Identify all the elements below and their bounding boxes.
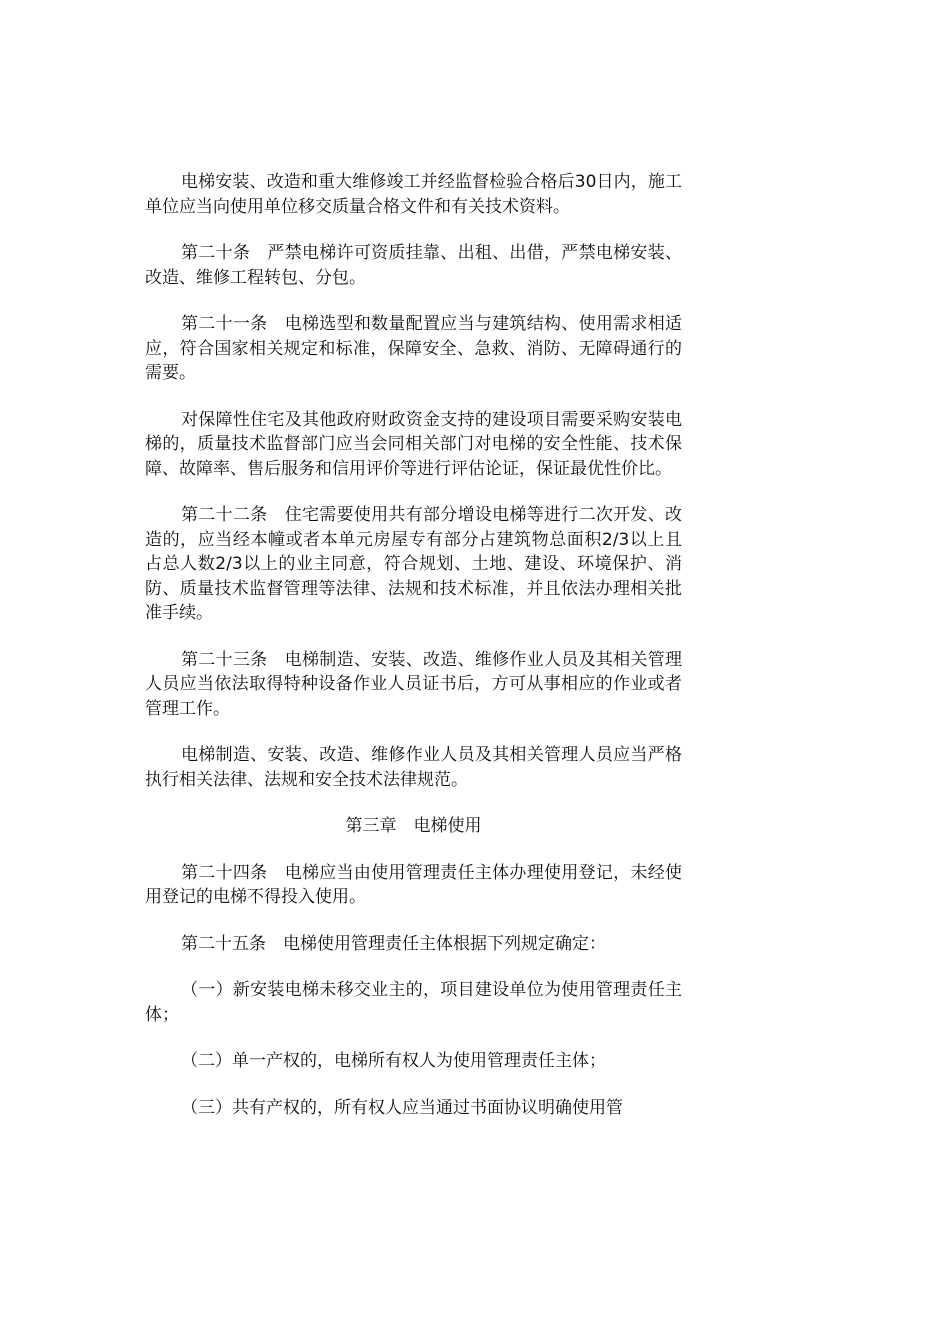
- paragraph-article-22: 第二十二条 住宅需要使用共有部分增设电梯等进行二次开发、改造的，应当经本幢或者本单元房屋专有部分占建筑物总面积2/3以上且占总人数2/3以上的业主同意，符合规划、土地、建设、环境保护、消防、质量技术监督管理等法律、法规和技术标准，并且依法办理相关批准手续。: [145, 505, 682, 623]
- paragraph-article-21-procurement: 对保障性住宅及其他政府财政资金支持的建设项目需要采购安装电梯的，质量技术监督部门应当会同相关部门对电梯的安全性能、技术保障、故障率、售后服务和信用评价等进行评估论证，保证最优性价比。: [145, 409, 682, 479]
- paragraph-item-2: （二）单一产权的，电梯所有权人为使用管理责任主体；: [181, 1051, 606, 1071]
- chapter-title: 第三章 电梯使用: [345, 816, 482, 836]
- paragraph-handover: 电梯安装、改造和重大维修竣工并经监督检验合格后30日内，施工单位应当向使用单位移交质量合格文件和有关技术资料。: [145, 172, 682, 217]
- paragraph-article-23-compliance: 电梯制造、安装、改造、维修作业人员及其相关管理人员应当严格执行相关法律、法规和安全技术法律规范。: [145, 745, 682, 790]
- paragraph-article-20: 第二十条 严禁电梯许可资质挂靠、出租、出借，严禁电梯安装、改造、维修工程转包、分包。: [145, 243, 682, 288]
- document-page: [145, 170, 682, 1142]
- paragraph-article-21: 第二十一条 电梯选型和数量配置应当与建筑结构、使用需求相适应，符合国家相关规定和标准，保障安全、急救、消防、无障碍通行的需要。: [145, 314, 682, 383]
- paragraph-article-24: 第二十四条 电梯应当由使用管理责任主体办理使用登记，未经使用登记的电梯不得投入使用。: [145, 862, 682, 907]
- paragraph-article-25: 第二十五条 电梯使用管理责任主体根据下列规定确定：: [181, 933, 606, 954]
- paragraph-item-1: （一）新安装电梯未移交业主的，项目建设单位为使用管理责任主体；: [145, 980, 682, 1025]
- paragraph-article-23: 第二十三条 电梯制造、安装、改造、维修作业人员及其相关管理人员应当依法取得特种设备作业人员证书后，方可从事相应的作业或者管理工作。: [145, 649, 682, 719]
- paragraph-item-3: （三）共有产权的，所有权人应当通过书面协议明确使用管: [181, 1097, 623, 1118]
